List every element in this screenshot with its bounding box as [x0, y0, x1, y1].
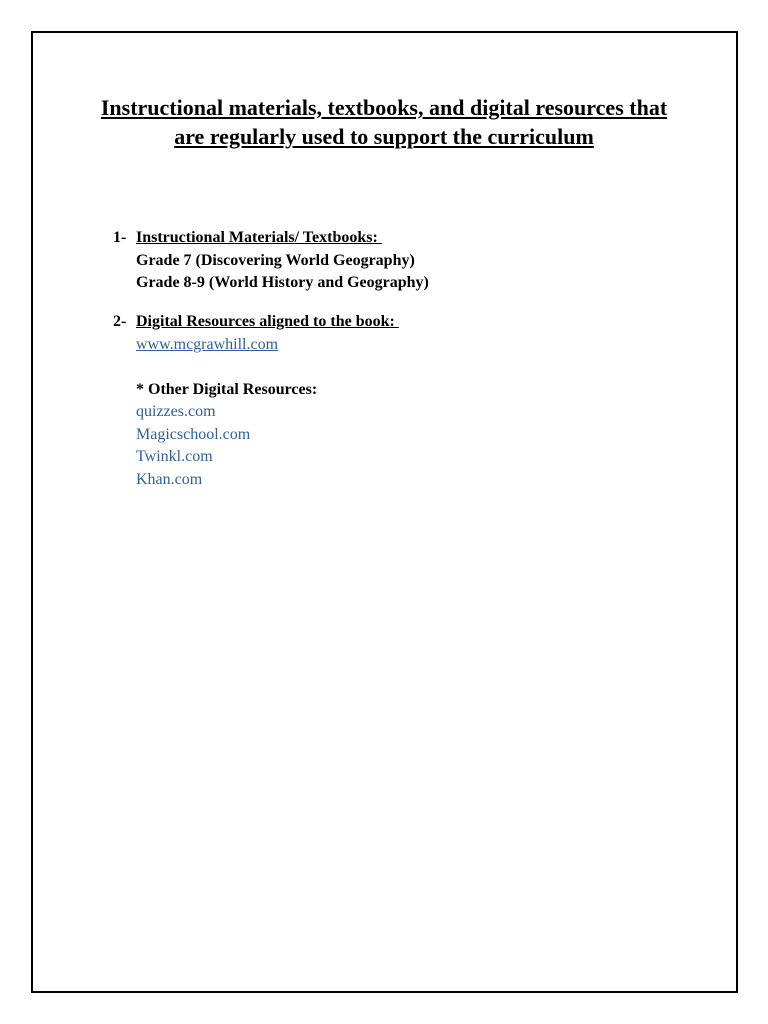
twinkl-link[interactable]: Twinkl.com	[136, 448, 213, 465]
quizzes-link[interactable]: quizzes.com	[136, 403, 216, 420]
mcgrawhill-link[interactable]: www.mcgrawhill.com	[136, 335, 279, 353]
section-2-heading: Digital Resources aligned to the book:	[136, 313, 399, 330]
title-line-2: are regularly used to support the curriculum	[174, 124, 594, 149]
section-1-heading: Instructional Materials/ Textbooks:	[136, 229, 382, 246]
khan-link[interactable]: Khan.com	[136, 470, 203, 488]
textbook-grade-8-9: Grade 8-9 (World History and Geography)	[136, 274, 429, 291]
other-resources-heading: * Other Digital Resources:	[136, 380, 318, 398]
section-2-number: 2-	[113, 313, 127, 330]
section-1-number: 1-	[113, 229, 127, 246]
page-border	[31, 31, 738, 993]
magicschool-link[interactable]: Magicschool.com	[136, 425, 251, 443]
spacer	[136, 356, 399, 379]
textbook-grade-7: Grade 7 (Discovering World Geography)	[136, 251, 415, 269]
section-instructional-materials	[113, 227, 429, 295]
page-title	[60, 93, 708, 151]
section-digital-resources	[113, 311, 399, 491]
title-line-1: Instructional materials, textbooks, and digital resources that	[100, 95, 668, 120]
